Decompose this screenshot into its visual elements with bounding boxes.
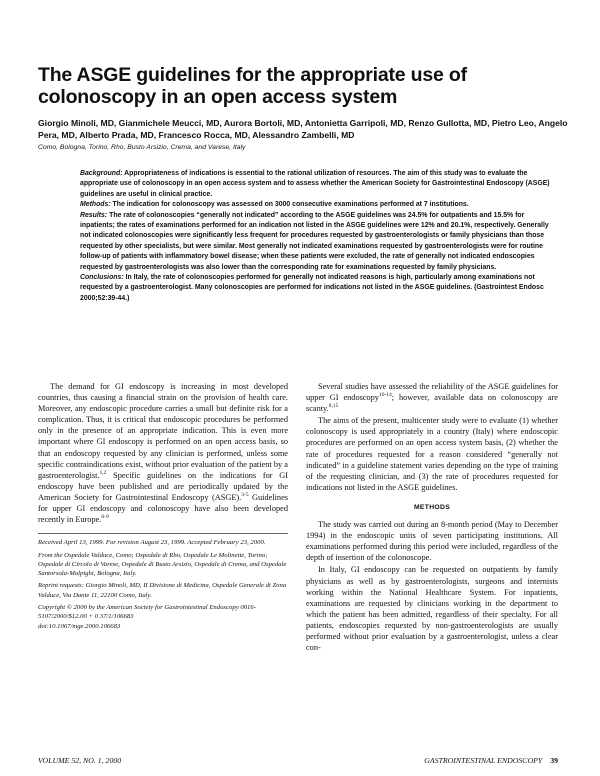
abstract-background-text: Appropriateness of indications is essential to the rational utilization of resources. The aim of this study was to evaluate the appropriate use of colonoscopy in an open access system and to assess whether the American Society for Gastrointestinal Endoscopy (ASGE) guidelines are useful in clinical practice.	[80, 170, 550, 198]
affiliation-note: From the Ospedale Valduce, Como; Ospedale di Rho, Ospedale Le Molinette, Torino; Ospedale di Circolo di Varese, Ospedale di Busto Arsizio, Ospedale di Crema, and Ospedale Santorsola-Malpighi, Bologna, Italy.	[38, 551, 287, 578]
studies-text-1: Several studies have assessed the reliability of the ASGE guidelines for upper GI endoscopy	[306, 382, 558, 403]
intro-text-2: Specific guidelines on the indications for GI endoscopy have been published and are periodically updated by the American Society for Gastrointestinal Endoscopy (ASGE).	[38, 470, 288, 502]
body-left-column	[38, 381, 288, 634]
abstract-background-label: Background:	[80, 170, 123, 177]
author-locations: Como, Bologna, Torino, Rho, Busto Arsizio, Crema, and Varese, Italy	[38, 144, 246, 151]
article-title: The ASGE guidelines for the appropriate use of colonoscopy in an open access system	[38, 64, 467, 108]
studies-text-2: ; however, available data on colonoscopy are scanty.	[306, 393, 558, 414]
intro-paragraph	[38, 381, 288, 525]
citation-ref: 1,2	[99, 469, 107, 476]
studies-paragraph	[306, 381, 558, 414]
copyright-note	[38, 603, 288, 631]
footer-journal-name: GASTROINTESTINAL ENDOSCOPY	[424, 756, 543, 765]
abstract	[80, 169, 558, 304]
abstract-results-label: Results:	[80, 211, 108, 219]
abstract-conclusions-text: In Italy, the rate of colonoscopies performed for generally not indicated reasons is high, particularly among examinations not requested by a gastroenterologist. Many colonoscopies are performed for indications not listed in the ASGE guidelines.	[80, 274, 535, 292]
abstract-conclusions-label: Conclusions:	[80, 274, 124, 282]
issn-text: 0016-5107/2000/$12.00 + 0 37/1/106683	[38, 604, 256, 621]
abstract-methods	[80, 200, 558, 210]
citation-ref: 10-14	[378, 392, 392, 399]
article-notes	[38, 533, 288, 631]
reprint-note: Reprint requests: Giorgio Minoli, MD, II Divisione di Medicina, Ospedale Generale di Zona Valduce, Via Dante 11, 22100 Como, Italy.	[38, 582, 287, 599]
citation-ref: 3-5	[241, 492, 249, 499]
citation-ref: 8,15	[328, 403, 339, 410]
intro-text-1: The demand for GI endoscopy is increasing in most developed countries, thus causing a financial strain on the provision of health care. Moreover, any endoscopic procedure carries a small but definite risk for a complication. Thus, it is critical that endoscopic procedures be performed only in the presence of an appropriate indication. This is even more important where GI endoscopy is performed on an open access basis, so that an endoscopy requested by any clinician is performed, unless some specific contraindications exist, without prior evaluation of the patient by a gastroenterologist.	[38, 382, 288, 480]
abstract-conclusions	[80, 273, 558, 304]
copyright-text: Copyright © 2000 by the American Society for Gastrointestinal Endoscopy	[38, 604, 239, 611]
footer-journal	[424, 756, 558, 765]
abstract-background	[80, 169, 558, 200]
doi-text: doi:10.1067/mge.2000.106683	[38, 622, 121, 630]
body-right-column	[306, 381, 558, 653]
abstract-citation: (Gastrointest Endosc 2000;52:39-44.)	[80, 284, 544, 302]
received-note: Received April 13, 1999. For revision August 23, 1999. Accepted February 23, 2000.	[38, 539, 266, 547]
abstract-methods-text: The indication for colonoscopy was assessed on 3000 consecutive examinations performed at 7 institutions.	[112, 201, 469, 209]
intro-text-3: Guidelines for upper GI endoscopy and colonoscopy have also been developed recently in Europe.	[38, 492, 288, 525]
abstract-results-text: The rate of colonoscopies “generally not indicated” according to the ASGE guidelines was 24.5% for outpatients and 15.5% for inpatients; the rates of examinations performed for an indication not listed in the ASGE guidelines were 12% and 20.1%, respectively. Generally not indicated colonoscopies were significantly less frequent for procedures requested by gastroenterologists or family physicians than those requested by other specialists, but were similar. Most generally not indicated examinations requested by gastroenterologists were for routine follow-up of patients with inflammatory bowel disease; when these patients were excluded, the rate of generally not indicated endoscopies requested by gastroenterologists was also lower than the corresponding rate for examinations requested by family physicians.	[80, 211, 549, 271]
citation-ref: 6-9	[101, 514, 109, 521]
methods-heading: METHODS	[413, 503, 451, 511]
author-list: Giorgio Minoli, MD, Gianmichele Meucci, MD, Aurora Bortoli, MD, Antonietta Garripoli, MD, Renzo Gullotta, MD, Pietro Leo, Angelo Pera, MD, Alberto Prada, MD, Francesco Rocca, MD, Alessandro Zambelli, MD	[38, 118, 568, 140]
abstract-results	[80, 211, 558, 273]
footer-volume: VOLUME 52, NO. 1, 2000	[38, 756, 122, 765]
methods-paragraph-1: The study was carried out during an 8-month period (May to December 1994) in the endoscopic units of seven participating institutions. All examinations performed during this period were included, regardless of the depth of insertion of the colonoscope.	[306, 520, 558, 563]
methods-paragraph-2: In Italy, GI endoscopy can be requested on outpatients by family physicians as well as by gastroenterologists, surgeons and internists working within the National Healthcare System. For inpatients, examinations are requested by clinicians working in the department to which the patient has been admitted, regardless of their specialty. For all patients, endoscopies requested by non-gastroenterologists are usually performed without prior evaluation by a gastroenterologist, unless a clear con-	[306, 565, 558, 653]
abstract-methods-label: Methods:	[80, 201, 111, 209]
page-number: 39	[550, 756, 558, 765]
aims-paragraph: The aims of the present, multicenter study were to evaluate (1) whether colonoscopy is used appropriately in a country (Italy) where endoscopic procedures are performed on an open access system basis, (2) whether the rate of procedures requested for a reason considered “generally not indicated” in a guideline statement varies depending on the type of training of the requesting clinician, and (3) the rate of procedures requested for indications not listed in the ASGE guidelines.	[306, 416, 558, 492]
